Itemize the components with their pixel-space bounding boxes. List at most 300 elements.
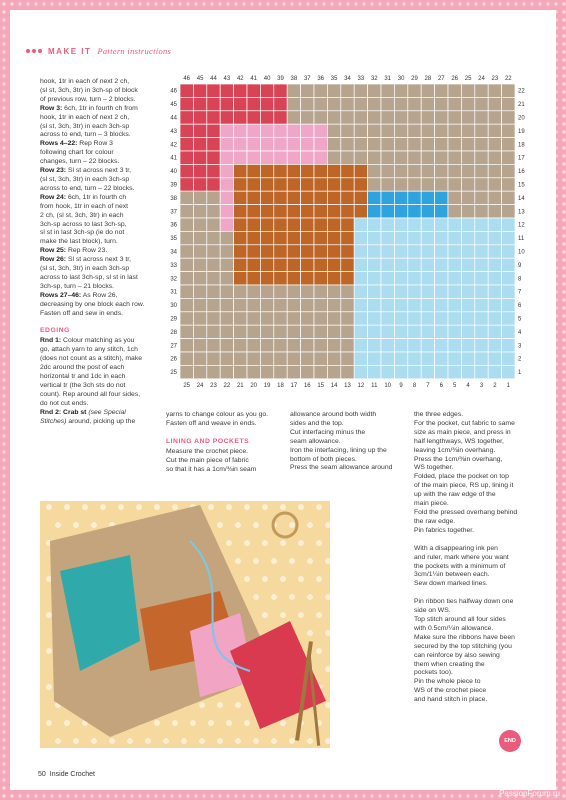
chart-cell: [193, 312, 206, 325]
quilt-dot: [289, 522, 295, 528]
quilt-dot: [208, 720, 214, 726]
chart-cell: [220, 164, 233, 177]
instruction-line: horizontal tr and 1dc in each: [40, 373, 126, 380]
chart-cell: [193, 231, 206, 244]
instruction-line: can reinforce by also sewing: [414, 651, 500, 659]
chart-right-label: 5: [518, 316, 522, 323]
instruction-line: Measure the crochet piece.: [166, 447, 248, 455]
chart-cell: [301, 325, 314, 338]
chart-cell: [274, 245, 287, 258]
instruction-line: Iron the interfacing, lining up the: [290, 446, 387, 454]
chart-cell: [260, 138, 273, 151]
chart-cell: [327, 218, 340, 231]
chart-cell: [448, 97, 461, 110]
chart-cell: [287, 84, 300, 97]
instruction-line: Row 26: Sl st across next 3 tr,: [40, 256, 132, 264]
instruction-line: following chart for colour: [40, 149, 114, 157]
chart-cell: [341, 245, 354, 258]
chart-cell: [260, 178, 273, 191]
chart-cell: [234, 285, 247, 298]
chart-cell: [421, 258, 434, 271]
column-three: [290, 411, 412, 473]
chart-cell: [314, 164, 327, 177]
quilt-dot: [298, 576, 304, 582]
chart-cell: [394, 151, 407, 164]
chart-left-label: 28: [170, 329, 177, 336]
chart-cell: [274, 111, 287, 124]
instruction-line: so that it has a 1cm/⅜in seam: [166, 465, 257, 473]
chart-cell: [207, 231, 220, 244]
chart-cell: [327, 245, 340, 258]
chart-cell: [502, 298, 515, 311]
chart-cell: [394, 298, 407, 311]
chart-cell: [287, 138, 300, 151]
chart-cell: [207, 84, 220, 97]
chart-cell: [408, 164, 421, 177]
chart-cell: [301, 272, 314, 285]
chart-cell: [461, 111, 474, 124]
chart-cell: [341, 111, 354, 124]
quilt-dot: [226, 540, 232, 546]
chart-cell: [475, 178, 488, 191]
quilt-dot: [46, 648, 52, 654]
chart-cell: [341, 178, 354, 191]
chart-cell: [301, 231, 314, 244]
chart-top-label: 41: [250, 76, 258, 82]
chart-cell: [435, 151, 448, 164]
chart-cell: [193, 205, 206, 218]
chart-cell: [207, 272, 220, 285]
chart-cell: [314, 191, 327, 204]
chart-cell: [180, 111, 193, 124]
chart-cell: [247, 178, 260, 191]
instruction-line: (sl st, 3ch, 3tr) in 3ch-sp of block: [40, 86, 138, 94]
quilt-dot: [289, 594, 295, 600]
chart-cell: [274, 97, 287, 110]
chart-cell: [260, 365, 273, 378]
chart-cell: [448, 285, 461, 298]
chart-cell: [287, 178, 300, 191]
chart-cell: [421, 97, 434, 110]
chart-cell: [381, 205, 394, 218]
chart-cell: [314, 84, 327, 97]
chart-right-label: 4: [518, 329, 522, 336]
chart-cell: [461, 231, 474, 244]
chart-top-label: 44: [210, 76, 217, 82]
chart-cell: [475, 245, 488, 258]
chart-cell: [234, 164, 247, 177]
chart-cell: [301, 164, 314, 177]
chart-cell: [448, 111, 461, 124]
instruction-line: (sl st, 3ch, 3tr) in each 3ch-sp: [40, 175, 130, 183]
chart-cell: [327, 205, 340, 218]
chart-cell: [421, 84, 434, 97]
quilt-dot: [280, 576, 286, 582]
chart-cell: [488, 97, 501, 110]
quilt-dot: [253, 738, 259, 744]
magazine-name: Inside Crochet: [49, 771, 95, 778]
chart-cell: [368, 231, 381, 244]
chart-cell: [207, 97, 220, 110]
chart-cell: [260, 97, 273, 110]
chart-cell: [193, 285, 206, 298]
chart-cell: [435, 285, 448, 298]
chart-cell: [448, 245, 461, 258]
chart-cell: [381, 124, 394, 137]
quilt-dot: [226, 504, 232, 510]
chart-cell: [408, 178, 421, 191]
chart-right-label: 12: [518, 222, 525, 229]
chart-cell: [220, 111, 233, 124]
chart-cell: [341, 352, 354, 365]
chart-cell: [448, 365, 461, 378]
chart-cell: [435, 97, 448, 110]
chart-cell: [220, 285, 233, 298]
chart-cell: [502, 352, 515, 365]
chart-cell: [502, 151, 515, 164]
chart-cell: [327, 365, 340, 378]
chart-cell: [394, 352, 407, 365]
chart-cell: [327, 124, 340, 137]
chart-cell: [180, 191, 193, 204]
chart-cell: [193, 272, 206, 285]
chart-cell: [381, 365, 394, 378]
chart-cell: [381, 339, 394, 352]
chart-cell: [381, 178, 394, 191]
quilt-dot: [262, 504, 268, 510]
chart-cell: [287, 218, 300, 231]
quilt-dot: [118, 504, 124, 510]
chart-cell: [260, 325, 273, 338]
chart-cell: [448, 258, 461, 271]
chart-cell: [408, 124, 421, 137]
chart-cell: [274, 285, 287, 298]
chart-cell: [368, 339, 381, 352]
chart-cell: [488, 365, 501, 378]
chart-cell: [301, 191, 314, 204]
chart-top-label: 24: [478, 76, 485, 82]
chart-cell: [247, 151, 260, 164]
end-badge: END: [499, 730, 521, 752]
quilt-dot: [316, 648, 322, 654]
watermark: PassionForum.ru: [499, 789, 560, 798]
chart-cell: [475, 312, 488, 325]
instruction-line: count). Rep around all four sides,: [40, 390, 141, 398]
chart-cell: [475, 298, 488, 311]
quilt-dot: [181, 738, 187, 744]
chart-cell: [327, 111, 340, 124]
chart-cell: [260, 352, 273, 365]
chart-cell: [394, 164, 407, 177]
instruction-line: allowance around both width: [290, 411, 377, 418]
quilt-dot: [208, 504, 214, 510]
chart-cell: [368, 325, 381, 338]
chart-cell: [448, 231, 461, 244]
chart-top-label: 42: [236, 76, 244, 82]
instruction-line: vertical tr (the 3ch sts do not: [40, 381, 126, 389]
chart-cell: [193, 339, 206, 352]
chart-cell: [260, 124, 273, 137]
chart-left-label: 32: [170, 276, 177, 283]
quilt-dot: [244, 720, 250, 726]
chart-top-label: 37: [303, 76, 311, 82]
chart-cell: [207, 285, 220, 298]
chart-top-label: 38: [290, 76, 298, 82]
instruction-line: WS together.: [414, 464, 454, 472]
chart-cell: [475, 138, 488, 151]
chart-cell: [287, 312, 300, 325]
chart-cell: [234, 97, 247, 110]
chart-cell: [301, 312, 314, 325]
chart-cell: [461, 178, 474, 191]
chart-cell: [341, 191, 354, 204]
instruction-line: Pin fabrics together.: [414, 526, 475, 534]
chart-bottom-label: 21: [236, 382, 244, 389]
chart-cell: [475, 258, 488, 271]
chart-cell: [354, 191, 367, 204]
instruction-line: the pockets with a minimum of: [414, 562, 506, 570]
chart-cell: [421, 178, 434, 191]
chart-cell: [368, 258, 381, 271]
quilt-dot: [46, 612, 52, 618]
chart-cell: [207, 205, 220, 218]
chart-cell: [341, 272, 354, 285]
chart-cell: [435, 312, 448, 325]
chart-cell: [274, 231, 287, 244]
quilt-dot: [262, 540, 268, 546]
chart-cell: [421, 272, 434, 285]
chart-left-label: 41: [170, 155, 177, 162]
instruction-line: and hand stitch in place.: [414, 696, 488, 704]
quilt-dot: [46, 504, 52, 510]
chart-cell: [421, 164, 434, 177]
chart-cell: [247, 124, 260, 137]
chart-cell: [408, 245, 421, 258]
quilt-dot: [235, 702, 241, 708]
chart-cell: [488, 231, 501, 244]
chart-cell: [234, 312, 247, 325]
chart-cell: [394, 312, 407, 325]
chart-cell: [220, 138, 233, 151]
instruction-line: (sl st, 3ch, 3tr) in each 3ch-sp: [40, 265, 130, 273]
chart-right-label: 22: [518, 88, 525, 95]
chart-cell: [341, 205, 354, 218]
chart-cell: [314, 298, 327, 311]
chart-cell: [381, 111, 394, 124]
chart-cell: [408, 298, 421, 311]
instruction-line: yarns to change colour as you go.: [166, 411, 269, 418]
chart-left-label: 37: [170, 209, 177, 216]
chart-cell: [180, 325, 193, 338]
instruction-line: sides and the top.: [290, 419, 344, 427]
chart-cell: [314, 365, 327, 378]
instruction-line: 2 ch, (sl st, 3ch, 3tr) in each: [40, 211, 124, 219]
instruction-line: seam allowance.: [290, 437, 341, 445]
instruction-line: Cut interfacing minus the: [290, 428, 366, 436]
chart-bottom-label: 4: [466, 382, 470, 389]
chart-cell: [448, 325, 461, 338]
chart-cell: [488, 285, 501, 298]
chart-cell: [314, 97, 327, 110]
chart-cell: [488, 178, 501, 191]
chart-cell: [234, 245, 247, 258]
chart-cell: [394, 218, 407, 231]
chart-left-label: 46: [170, 88, 177, 95]
chart-left-label: 31: [170, 289, 177, 296]
chart-cell: [488, 312, 501, 325]
chart-cell: [354, 258, 367, 271]
chart-cell: [247, 365, 260, 378]
chart-cell: [234, 138, 247, 151]
chart-left-label: 26: [170, 356, 177, 363]
chart-top-label: 32: [370, 76, 378, 82]
chart-cell: [247, 111, 260, 124]
chart-cell: [207, 218, 220, 231]
instruction-line: from hook, 1tr in each of next: [40, 202, 129, 210]
chart-bottom-label: 12: [357, 382, 365, 389]
chart-top-label: 31: [384, 76, 392, 82]
chart-cell: [354, 298, 367, 311]
chart-cell: [502, 245, 515, 258]
chart-cell: [341, 218, 354, 231]
chart-cell: [435, 272, 448, 285]
chart-cell: [220, 365, 233, 378]
chart-cell: [341, 298, 354, 311]
chart-bottom-label: 14: [330, 382, 338, 389]
instruction-line: WS of the crochet piece: [414, 687, 487, 695]
chart-bottom-label: 9: [399, 382, 403, 389]
chart-top-label: 22: [504, 76, 512, 82]
chart-cell: [408, 151, 421, 164]
instruction-line: half lengthways, WS together,: [414, 437, 504, 445]
chart-cell: [247, 191, 260, 204]
instruction-line: across to last 3ch-sp, sl st in last: [40, 273, 138, 281]
chart-cell: [193, 84, 206, 97]
chart-top-label: 27: [437, 76, 445, 82]
chart-cell: [314, 218, 327, 231]
quilt-dot: [217, 702, 223, 708]
chart-cell: [220, 218, 233, 231]
chart-cell: [435, 231, 448, 244]
chart-cell: [488, 272, 501, 285]
chart-cell: [461, 138, 474, 151]
chart-cell: [247, 258, 260, 271]
chart-bottom-label: 2: [493, 382, 497, 389]
chart-cell: [247, 164, 260, 177]
chart-cell: [354, 138, 367, 151]
chart-cell: [502, 258, 515, 271]
chart-cell: [234, 178, 247, 191]
chart-cell: [314, 312, 327, 325]
chart-cell: [287, 191, 300, 204]
chart-left-label: 34: [170, 249, 177, 256]
chart-cell: [354, 245, 367, 258]
instruction-line: Top stitch around all four sides: [414, 616, 506, 624]
quilt-dot: [253, 558, 259, 564]
column-one: [40, 78, 164, 426]
quilt-dot: [46, 720, 52, 726]
chart-cell: [394, 231, 407, 244]
instruction-line: hook, 1tr in each of next 2 ch,: [40, 113, 130, 121]
chart-cell: [207, 111, 220, 124]
chart-cell: [448, 84, 461, 97]
chart-right-label: 2: [518, 356, 522, 363]
quilt-dot: [262, 612, 268, 618]
instruction-line: (does not count as a stitch), make: [40, 355, 143, 363]
chart-cell: [448, 205, 461, 218]
instruction-line: bottom of both pieces.: [290, 455, 357, 463]
header-subtitle: Pattern instructions: [97, 46, 172, 56]
chart-cell: [435, 325, 448, 338]
chart-cell: [408, 312, 421, 325]
chart-cell: [220, 245, 233, 258]
chart-cell: [274, 325, 287, 338]
chart-cell: [381, 352, 394, 365]
chart-cell: [234, 231, 247, 244]
chart-cell: [260, 191, 273, 204]
chart-cell: [394, 205, 407, 218]
chart-cell: [502, 218, 515, 231]
quilt-dot: [307, 630, 313, 636]
chart-bottom-label: 3: [479, 382, 484, 389]
chart-cell: [287, 97, 300, 110]
chart-cell: [220, 124, 233, 137]
chart-cell: [461, 352, 474, 365]
quilt-dot: [271, 558, 277, 564]
chart-cell: [435, 138, 448, 151]
chart-top-label: 36: [317, 76, 325, 82]
chart-cell: [394, 191, 407, 204]
chart-cell: [287, 285, 300, 298]
instruction-line: Fasten off and weave in ends.: [166, 419, 257, 427]
chart-cell: [274, 151, 287, 164]
chart-cell: [274, 218, 287, 231]
chart-cell: [220, 325, 233, 338]
chart-cell: [488, 191, 501, 204]
chart-bottom-label: 17: [290, 382, 298, 389]
quilt-dot: [271, 594, 277, 600]
chart-cell: [193, 138, 206, 151]
chart-cell: [488, 151, 501, 164]
chart-top-label: 39: [277, 76, 284, 82]
chart-cell: [475, 124, 488, 137]
chart-cell: [234, 339, 247, 352]
chart-cell: [408, 84, 421, 97]
chart-cell: [287, 245, 300, 258]
chart-left-label: 43: [170, 128, 177, 135]
chart-cell: [435, 365, 448, 378]
chart-cell: [475, 339, 488, 352]
chart-cell: [301, 84, 314, 97]
chart-cell: [220, 178, 233, 191]
chart-cell: [327, 151, 340, 164]
chart-cell: [461, 245, 474, 258]
instruction-line: Rnd 1: Colour matching as you: [40, 337, 135, 345]
chart-cell: [287, 151, 300, 164]
chart-cell: [408, 365, 421, 378]
chart-cell: [180, 245, 193, 258]
chart-cell: [207, 339, 220, 352]
chart-right-label: 15: [518, 182, 525, 189]
chart-cell: [488, 124, 501, 137]
chart-cell: [461, 205, 474, 218]
chart-cell: [247, 205, 260, 218]
chart-cell: [368, 164, 381, 177]
chart-cell: [247, 325, 260, 338]
chart-cell: [234, 151, 247, 164]
quilt-dot: [253, 594, 259, 600]
quilt-dot: [316, 612, 322, 618]
